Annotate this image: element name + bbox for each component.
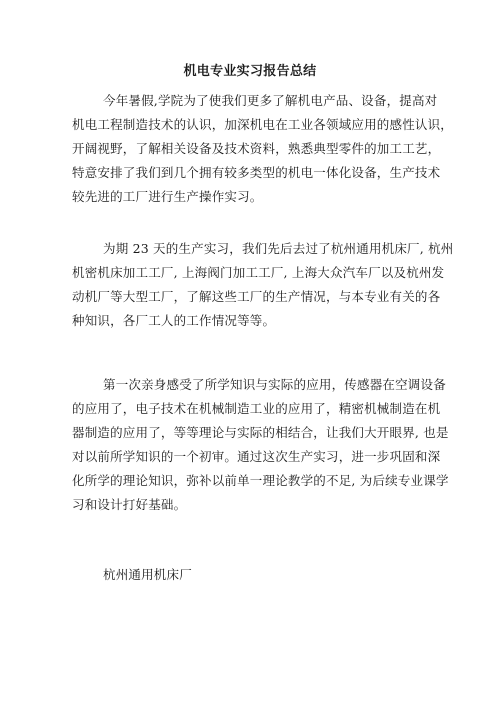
text-line: 的应用了，电子技术在机械制造工业的应用了，精密机械制造在机 (72, 401, 441, 416)
text-line: 杭州通用机床厂 (103, 567, 192, 582)
text-line: 对以前所学知识的一个初审。通过这次生产实习，进一步巩固和深 (72, 449, 441, 464)
text-line: 第一次亲身感受了所学知识与实际的应用，传感器在空调设备 (103, 377, 446, 392)
text-line: 为期 23 天的生产实习，我们先后去过了杭州通用机床厂, 杭州 (103, 241, 454, 256)
text-line: 较先进的工厂进行生产操作实习。 (72, 189, 263, 204)
text-line: 特意安排了我们到几个拥有较多类型的机电一体化设备，生产技术 (72, 165, 441, 180)
paragraph-intro (72, 89, 454, 209)
text-line: 今年暑假,学院为了使我们更多了解机电产品、设备，提高对 (103, 93, 438, 108)
section-heading-hangzhou-machine-tool (103, 563, 403, 587)
text-line: 器制造的应用了，等等理论与实际的相结合，让我们大开眼界, 也是 (72, 425, 449, 440)
text-line: 机密机床加工工厂, 上海阀门加工工厂, 上海大众汽车厂以及杭州发 (72, 265, 445, 280)
paragraph-factories (72, 237, 454, 333)
text-line: 机电工程制造技术的认识，加深机电在工业各领域应用的感性认识， (72, 117, 454, 132)
text-line: 种知识，各厂工人的工作情况等等。 (72, 313, 276, 328)
page-title: 机电专业实习报告总结 (183, 64, 317, 79)
text-line: 习和设计打好基础。 (72, 497, 187, 512)
paragraph-reflection (72, 373, 449, 517)
text-line: 化所学的理论知识，弥补以前单一理论教学的不足, 为后续专业课学 (72, 473, 449, 488)
text-line: 开阔视野，了解相关设备及技术资料，熟悉典型零件的加工工艺， (72, 141, 441, 156)
text-line: 动机厂等大型工厂，了解这些工厂的生产情况，与本专业有关的各 (72, 289, 441, 304)
